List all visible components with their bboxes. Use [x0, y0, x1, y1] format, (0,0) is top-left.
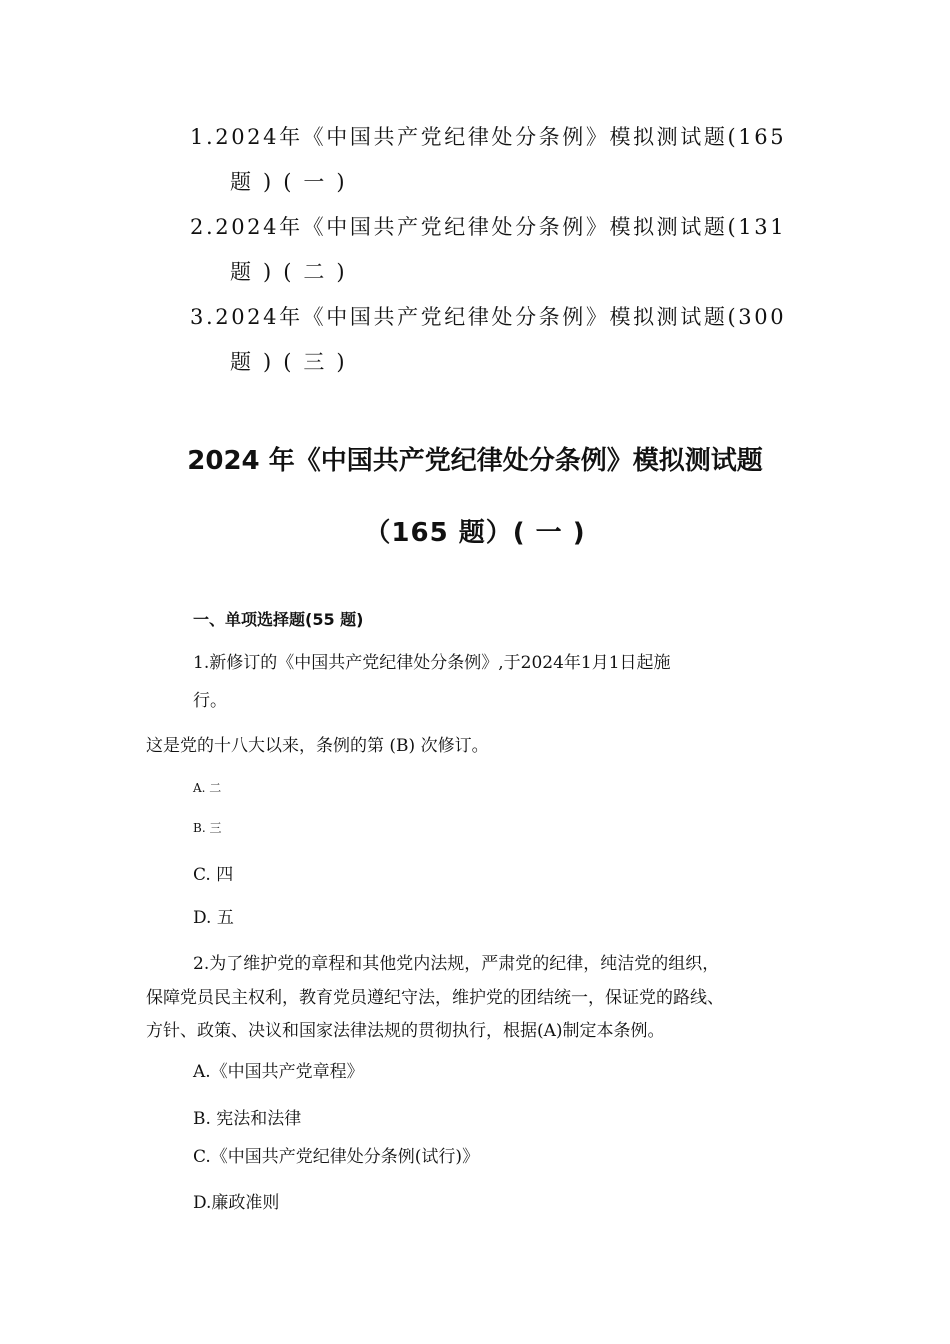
question-2-text-cont-2: 方针、政策、决议和国家法律法规的贯彻执行，根据(A)制定本条例。 — [146, 1021, 665, 1041]
question-2-option-c: C.《中国共产党纪律处分条例(试行)》 — [193, 1147, 480, 1167]
question-2-text-cont: 保障党员民主权利，教育党员遵纪守法，维护党的团结统一，保证党的路线、 — [146, 988, 724, 1008]
question-1-text: 1.新修订的《中国共产党纪律处分条例》,于2024年1月1日起施 — [193, 653, 671, 673]
toc-item-title: 1.2024年《中国共产党纪律处分条例》模拟测试题(165 — [190, 125, 787, 149]
question-2-option-b: B. 宪法和法律 — [193, 1109, 302, 1129]
toc-item-title-cont: 题)(一) — [230, 170, 357, 194]
question-1-text-cont: 行。 — [193, 691, 227, 711]
toc-item-2[interactable] — [190, 208, 810, 298]
toc-item-title: 2.2024年《中国共产党纪律处分条例》模拟测试题(131 — [190, 215, 787, 239]
toc-item-3[interactable] — [190, 298, 810, 388]
question-1-option-c: C. 四 — [193, 865, 234, 885]
question-2-option-d: D.廉政准则 — [193, 1193, 280, 1213]
question-1-option-b: B. 三 — [193, 821, 222, 835]
question-1-option-a: A. 二 — [193, 781, 222, 795]
table-of-contents — [190, 118, 810, 388]
section-heading: 一、单项选择题(55 题) — [193, 610, 364, 629]
toc-item-title-cont: 题)(三) — [230, 350, 357, 374]
question-1-option-d: D. 五 — [193, 908, 234, 928]
toc-item-title: 3.2024年《中国共产党纪律处分条例》模拟测试题(300 — [190, 305, 787, 329]
question-2-option-a: A.《中国共产党章程》 — [193, 1062, 364, 1082]
document-subtitle: （165 题）( 一 ) — [364, 518, 586, 548]
toc-item-title-cont: 题)(二) — [230, 260, 357, 284]
toc-item-1[interactable] — [190, 118, 810, 208]
document-title: 2024 年《中国共产党纪律处分条例》模拟测试题 — [187, 446, 763, 476]
question-2-text: 2.为了维护党的章程和其他党内法规，严肃党的纪律，纯洁党的组织， — [193, 954, 720, 974]
question-1-answer-line: 这是党的十八大以来，条例的第 (B) 次修订。 — [146, 736, 489, 756]
